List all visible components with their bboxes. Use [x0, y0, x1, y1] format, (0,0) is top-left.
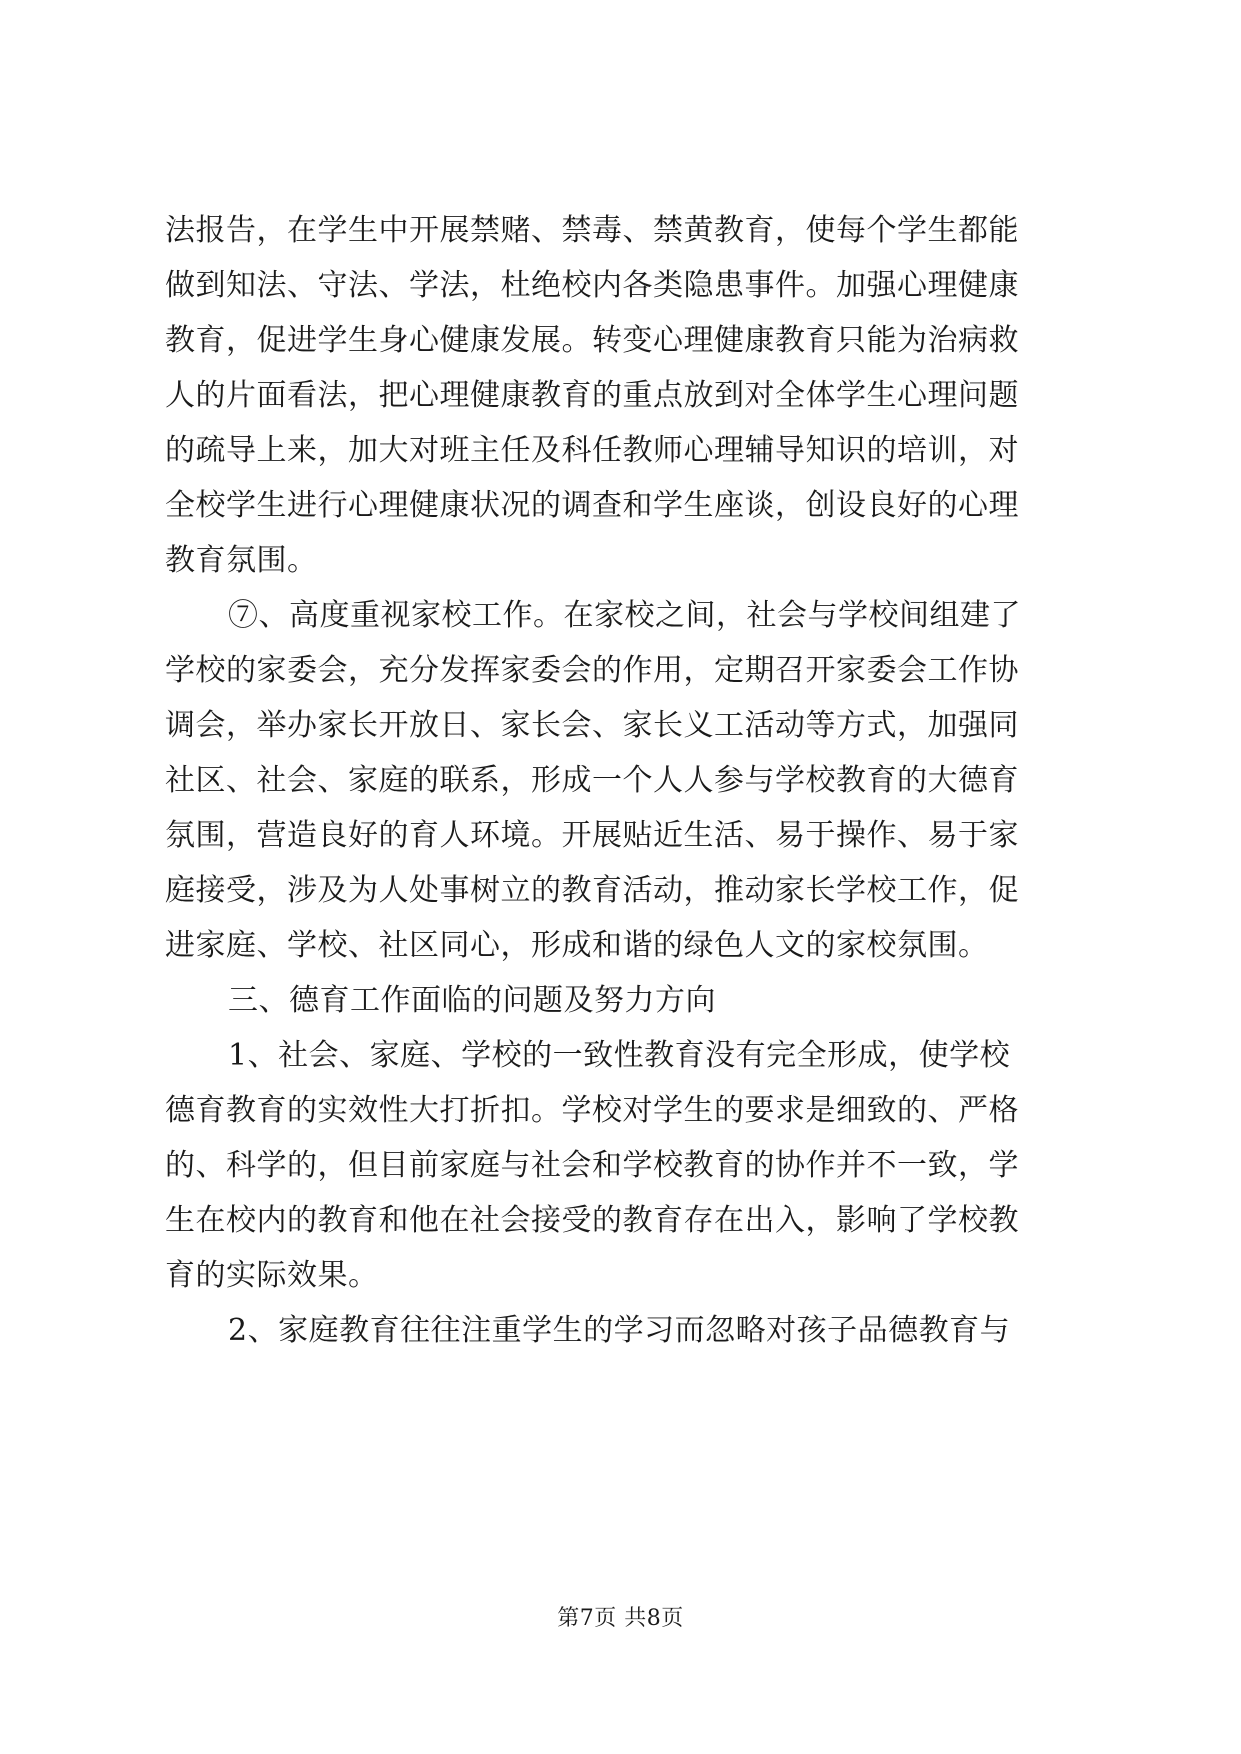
text-line: 的疏导上来，加大对班主任及科任教师心理辅导知识的培训，对: [165, 433, 1019, 468]
section-heading: 三、德育工作面临的问题及努力方向: [228, 983, 716, 1018]
text-line: 氛围，营造良好的育人环境。开展贴近生活、易于操作、易于家: [165, 818, 1019, 853]
text-line: 庭接受，涉及为人处事树立的教育活动，推动家长学校工作，促: [165, 873, 1019, 908]
text-line: 法报告，在学生中开展禁赌、禁毒、禁黄教育，使每个学生都能: [165, 213, 1019, 248]
text-line: 调会，举办家长开放日、家长会、家长义工活动等方式，加强同: [165, 708, 1019, 743]
text-line: 教育，促进学生身心健康发展。转变心理健康教育只能为治病救: [165, 323, 1019, 358]
text-line: 人的片面看法，把心理健康教育的重点放到对全体学生心理问题: [165, 378, 1019, 413]
text-line: 的、科学的，但目前家庭与社会和学校教育的协作并不一致，学: [165, 1148, 1019, 1183]
text-line: 德育教育的实效性大打折扣。学校对学生的要求是细致的、严格: [165, 1093, 1019, 1128]
text-line: 做到知法、守法、学法，杜绝校内各类隐患事件。加强心理健康: [165, 268, 1019, 303]
text-line: 学校的家委会，充分发挥家委会的作用，定期召开家委会工作协: [165, 653, 1019, 688]
text-line: 生在校内的教育和他在社会接受的教育存在出入，影响了学校教: [165, 1203, 1019, 1238]
page-footer: 第7页 共8页: [557, 1606, 684, 1631]
paragraph-start-line: 1、社会、家庭、学校的一致性教育没有完全形成，使学校: [228, 1038, 1011, 1073]
text-line: 进家庭、学校、社区同心，形成和谐的绿色人文的家校氛围。: [165, 928, 989, 963]
text-line: 全校学生进行心理健康状况的调查和学生座谈，创设良好的心理: [165, 488, 1019, 523]
text-line: 教育氛围。: [165, 543, 318, 578]
text-line: 育的实际效果。: [165, 1258, 379, 1293]
text-line: 社区、社会、家庭的联系，形成一个人人参与学校教育的大德育: [165, 763, 1019, 798]
paragraph-start-line: ⑦、高度重视家校工作。在家校之间，社会与学校间组建了: [228, 598, 1021, 633]
paragraph-start-line: 2、家庭教育往往注重学生的学习而忽略对孩子品德教育与: [228, 1313, 1011, 1348]
